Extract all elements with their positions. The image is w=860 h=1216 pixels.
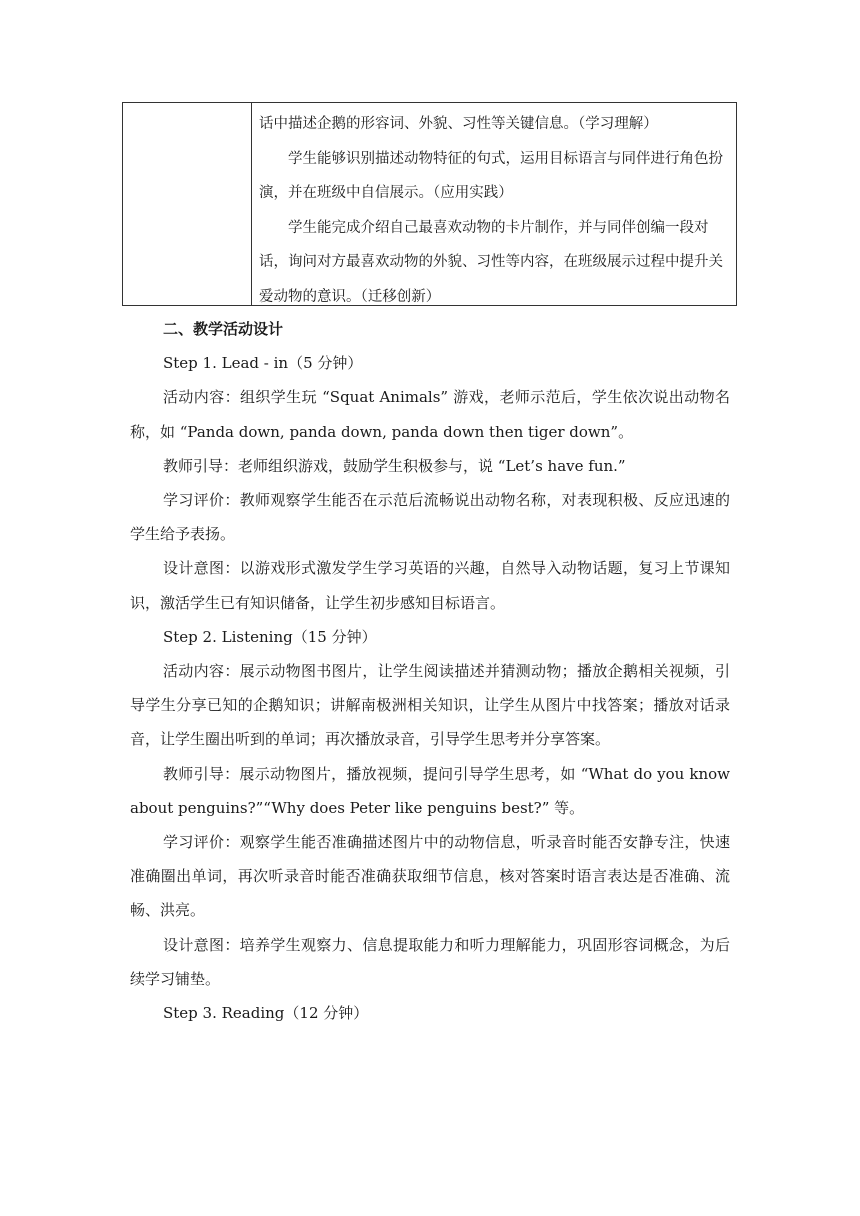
step2-content: 活动内容：展示动物图书图片，让学生阅读描述并猜测动物；播放企鹅相关视频，引导学生分享已知的企鹅知识；讲解南极洲相关知识，让学生从图片中找答案；播放对话录音，让学生圈出听到的单词；再次播放录音，引导学生思考并分享答案。 [130, 662, 730, 749]
step2-title: Step 2. Listening（15 分钟） [163, 627, 377, 646]
step1-evaluation: 学习评价：教师观察学生能否在示范后流畅说出动物名称，对表现积极、反应迅速的学生给予表扬。 [130, 491, 730, 544]
step1-content: 活动内容：组织学生玩 “Squat Animals” 游戏，老师示范后，学生依次说出动物名称，如 “Panda down, panda down, panda down then tiger down”。 [130, 388, 730, 441]
objective-transfer: 学生能完成介绍自己最喜欢动物的卡片制作，并与同伴创编一段对话，询问对方最喜欢动物的外貌、习性等内容，在班级展示过程中提升关爱动物的意识。（迁移创新） [259, 219, 723, 305]
step2-evaluation: 学习评价：观察学生能否准确描述图片中的动物信息，听录音时能否安静专注，快速准确圈出单词，再次听录音时能否准确获取细节信息，核对答案时语言表达是否准确、流畅、洪亮。 [130, 833, 730, 920]
section-heading: 二、教学活动设计 [163, 320, 284, 338]
objectives-cell [259, 107, 731, 314]
objectives-table [122, 102, 737, 306]
table-column-divider [251, 103, 252, 305]
step2-guide: 教师引导：展示动物图片，播放视频，提问引导学生思考，如 “What do you know about penguins?”“Why does Peter like penguins best?” 等。 [130, 764, 730, 817]
step2-intent: 设计意图：培养学生观察力、信息提取能力和听力理解能力，巩固形容词概念，为后续学习铺垫。 [130, 935, 730, 988]
activity-design-section [130, 312, 730, 1030]
objective-continuation: 话中描述企鹅的形容词、外貌、习性等关键信息。（学习理解） [259, 116, 658, 132]
step1-intent: 设计意图：以游戏形式激发学生学习英语的兴趣，自然导入动物话题，复习上节课知识，激活学生已有知识储备，让学生初步感知目标语言。 [130, 559, 730, 612]
objective-application: 学生能够识别描述动物特征的句式，运用目标语言与同伴进行角色扮演，并在班级中自信展示。（应用实践） [259, 150, 723, 201]
step1-title: Step 1. Lead - in（5 分钟） [163, 354, 363, 373]
step3-title: Step 3. Reading（12 分钟） [163, 1004, 369, 1023]
step1-guide: 教师引导：老师组织游戏，鼓励学生积极参与，说 “Let’s have fun.” [163, 456, 626, 475]
